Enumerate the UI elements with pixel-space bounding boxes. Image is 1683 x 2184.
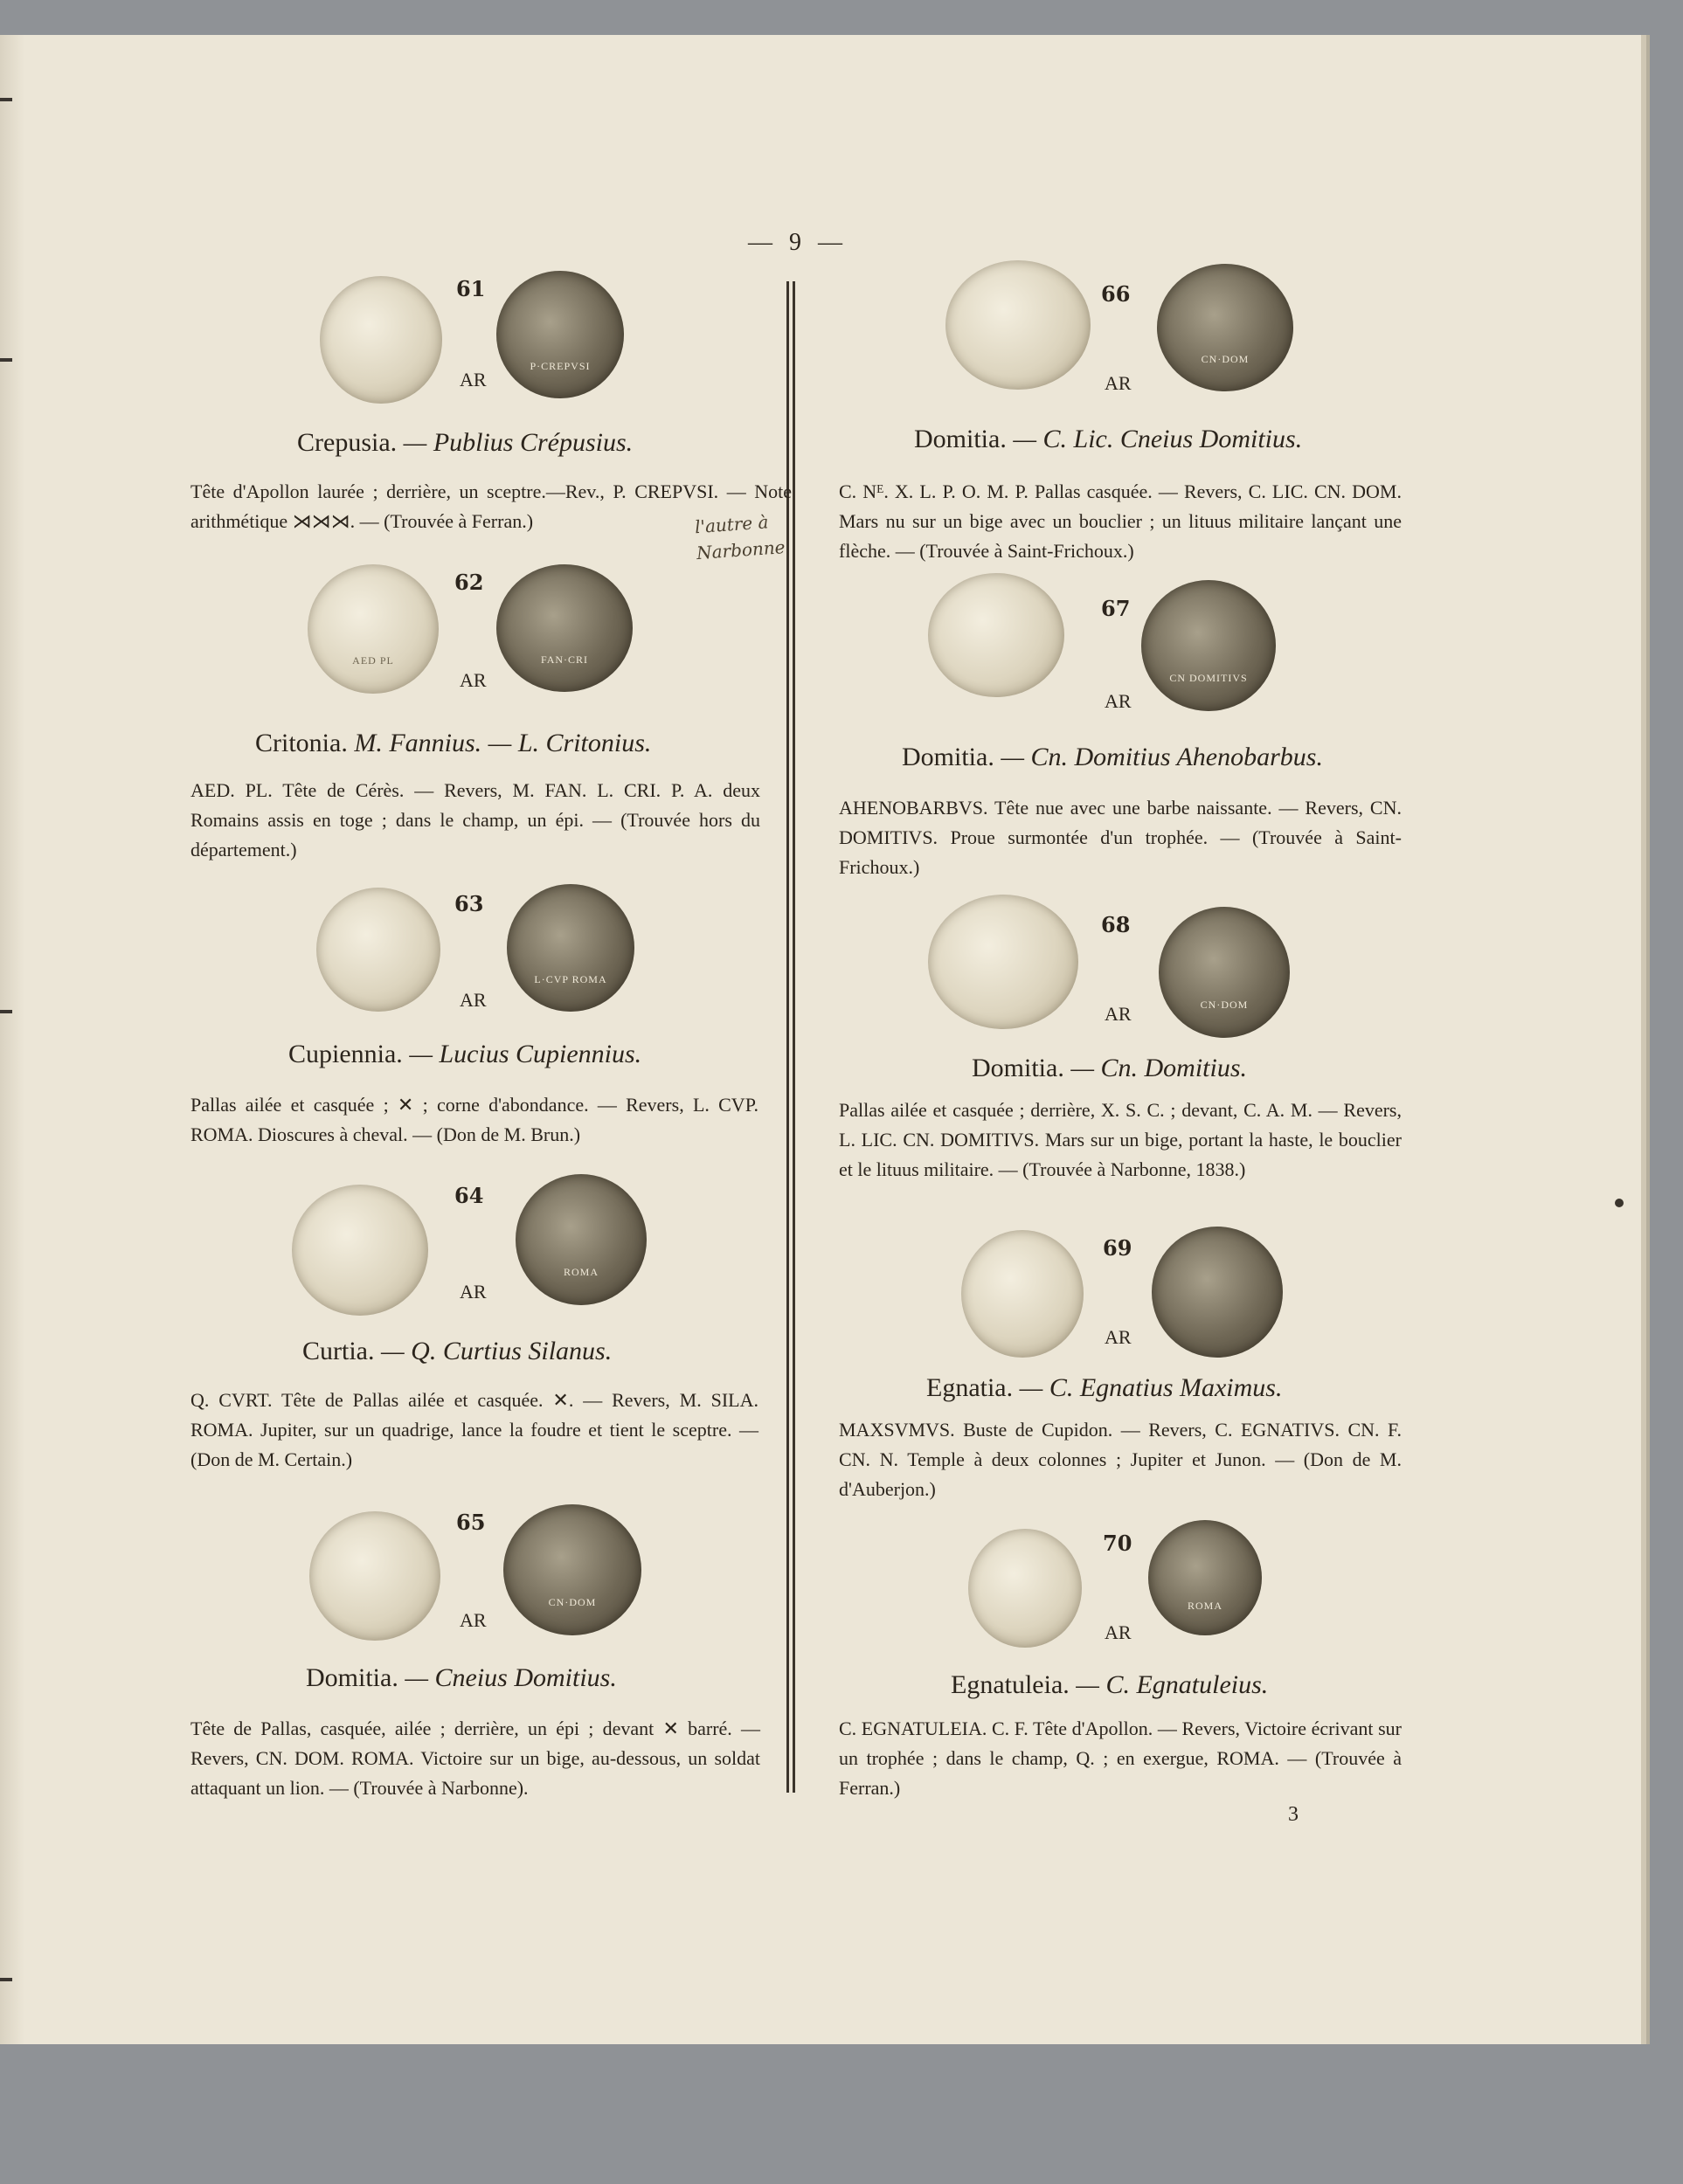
entry-description: C. EGNATULEIA. C. F. Tête d'Apollon. — Revers, Victoire écrivant sur un trophée ; dans le champ, Q. ; en exergue, ROMA. — (Trouvée à Ferran.) (839, 1717, 1402, 1799)
ink-speck (1615, 1199, 1624, 1207)
coin-obverse-image (320, 276, 442, 404)
entry-number: 65 (456, 1510, 486, 1535)
coin-reverse-image: CN·DOM (1157, 264, 1293, 391)
entry-description: Tête de Pallas, casquée, ailée ; derrière, un épi ; devant ✕ barré. — Revers, CN. DOM. ROMA. Victoire sur un bige, au-dessous, un soldat attaquant un lion. — (Trouvée à Narbonne). (190, 1717, 760, 1799)
entry-description: Tête d'Apollon laurée ; derrière, un sceptre.—Rev., P. CREPVSI. — Note arithmétique ⋊⋊⋊. — (Trouvée à Ferran.) (190, 480, 792, 532)
entry-title: Domitia. — Cn. Domitius Ahenobarbus. (902, 743, 1323, 771)
metal-label: AR (460, 989, 487, 1011)
entry-number: 63 (454, 891, 484, 916)
entry-title: Domitia. — Cneius Domitius. (306, 1663, 617, 1692)
coin-reverse-image: CN·DOM (503, 1504, 641, 1635)
coin-obverse-image (309, 1511, 440, 1641)
coin-obverse-image (292, 1185, 428, 1316)
entry-number: 62 (454, 570, 484, 595)
entry-description: AED. PL. Tête de Cérès. — Revers, M. FAN. L. CRI. P. A. deux Romains assis en toge ; dans le champ, un épi. — (Trouvée hors du département.) (190, 779, 760, 860)
entry-number: 70 (1103, 1531, 1132, 1556)
entry-description: Pallas ailée et casquée ; ✕ ; corne d'abondance. — Revers, L. CVP. ROMA. Dioscures à cheval. — (Don de M. Brun.) (190, 1094, 758, 1145)
entry-number: 66 (1101, 281, 1131, 307)
coin-reverse-image: L·CVP ROMA (507, 884, 634, 1012)
coin-obverse-image (316, 888, 440, 1012)
metal-label: AR (460, 1609, 487, 1631)
entry-description: C. Nᴱ. X. L. P. O. M. P. Pallas casquée. — Revers, C. LIC. CN. DOM. Mars nu sur un bige avec un bouclier ; un lituus militaire lançant une flèche. — (Trouvée à Saint-Frichoux.) (839, 480, 1402, 562)
entry-description: Q. CVRT. Tête de Pallas ailée et casquée. ✕. — Revers, M. SILA. ROMA. Jupiter, sur un quadrige, lance la foudre et tient le sceptre. — (Don de M. Certain.) (190, 1389, 758, 1470)
coin-reverse-image (1152, 1227, 1283, 1358)
entry-title: Domitia. — Cn. Domitius. (972, 1054, 1248, 1082)
metal-label: AR (1105, 1003, 1132, 1025)
signature-mark: 3 (1288, 1803, 1299, 1826)
metal-label: AR (1105, 1326, 1132, 1348)
coin-obverse-image (968, 1529, 1082, 1648)
running-head: — 9 — (748, 229, 848, 256)
entry-description: MAXSVMVS. Buste de Cupidon. — Revers, C. EGNATIVS. CN. F. CN. N. Temple à deux colonnes ; Jupiter et Junon. — (Don de M. d'Auberjon.) (839, 1419, 1402, 1500)
entry-number: 61 (456, 276, 486, 301)
binding-tick (0, 1010, 12, 1013)
coin-reverse-image: ROMA (1148, 1520, 1262, 1635)
metal-label: AR (1105, 372, 1132, 394)
coin-obverse-image (928, 895, 1078, 1029)
coin-obverse-image (945, 260, 1091, 390)
binding-edge (0, 35, 24, 2044)
binding-tick (0, 98, 12, 101)
entry-title: Egnatia. — C. Egnatius Maximus. (926, 1373, 1283, 1402)
binding-tick (0, 1978, 12, 1981)
metal-label: AR (1105, 1621, 1132, 1643)
entry-description: Pallas ailée et casquée ; derrière, X. S. C. ; devant, C. A. M. — Revers, L. LIC. CN. DOMITIVS. Mars sur un bige, portant la haste, le bouclier et le lituus militaire. — (Trouvée à Narbonne, 1838.) (839, 1099, 1402, 1180)
coin-obverse-image (961, 1230, 1084, 1358)
coin-obverse-image (928, 573, 1064, 697)
metal-label: AR (1105, 690, 1132, 712)
entry-number: 69 (1103, 1235, 1132, 1261)
coin-reverse-image: FAN·CRI (496, 564, 633, 692)
entry-number: 67 (1101, 596, 1131, 621)
coin-reverse-image: ROMA (516, 1174, 647, 1305)
entry-title: Cupiennia. — Lucius Cupiennius. (288, 1040, 642, 1068)
metal-label: AR (460, 669, 487, 691)
metal-label: AR (460, 369, 487, 390)
coin-obverse-image: AED PL (308, 564, 439, 694)
entry-number: 64 (454, 1183, 484, 1208)
entry-title: Critonia. M. Fannius. — L. Critonius. (255, 729, 652, 757)
entry-title: Domitia. — C. Lic. Cneius Domitius. (914, 425, 1303, 453)
entry-number: 68 (1101, 912, 1131, 937)
metal-label: AR (460, 1281, 487, 1303)
entry-title: Crepusia. — Publius Crépusius. (297, 428, 634, 457)
entry-title: Curtia. — Q. Curtius Silanus. (302, 1337, 613, 1365)
coin-reverse-image: P·CREPVSI (496, 271, 624, 398)
entry-title: Egnatuleia. — C. Egnatuleius. (951, 1670, 1269, 1699)
binding-tick (0, 358, 12, 362)
entry-description: AHENOBARBVS. Tête nue avec une barbe naissante. — Revers, CN. DOMITIVS. Proue surmontée d'un trophée. — (Trouvée à Saint-Frichoux.) (839, 797, 1402, 878)
coin-reverse-image: CN DOMITIVS (1141, 580, 1276, 711)
coin-reverse-image: CN·DOM (1159, 907, 1290, 1038)
handwritten-note: l'autre à Narbonne (694, 511, 786, 564)
